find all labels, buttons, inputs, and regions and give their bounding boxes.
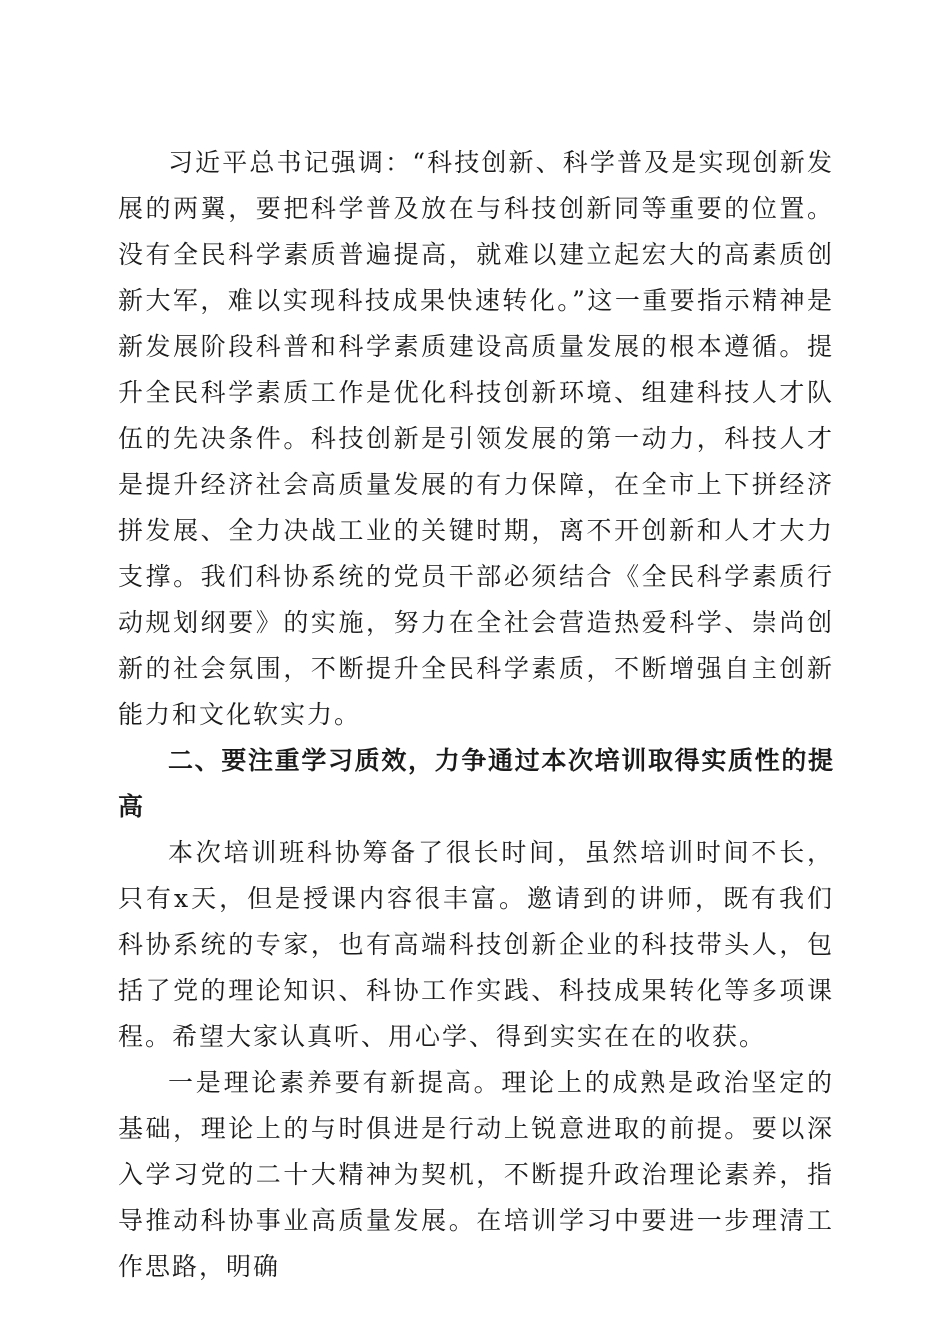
document-body bbox=[118, 140, 834, 1290]
paragraph-2: 本次培训班科协筹备了很长时间，虽然培训时间不长，只有x天，但是授课内容很丰富。邀请到的讲师，既有我们科协系统的专家，也有高端科技创新企业的科技带头人，包括了党的理论知识、科协工作实践、科技成果转化等多项课程。希望大家认真听、用心学、得到实实在在的收获。 bbox=[118, 838, 834, 1051]
paragraph-1: 习近平总书记强调：“科技创新、科学普及是实现创新发展的两翼，要把科学普及放在与科技创新同等重要的位置。没有全民科学素质普遍提高，就难以建立起宏大的高素质创新大军，难以实现科技成果快速转化。”这一重要指示精神是新发展阶段科普和科学素质建设高质量发展的根本遵循。提升全民科学素质工作是优化科技创新环境、组建科技人才队伍的先决条件。科技创新是引领发展的第一动力，科技人才是提升经济社会高质量发展的有力保障，在全市上下拼经济拼发展、全力决战工业的关键时期，离不开创新和人才大力支撑。我们科协系统的党员干部必须结合《全民科学素质行动规划纲要》的实施，努力在全社会营造热爱科学、崇尚创新的社会氛围，不断提升全民科学素质，不断增强自主创新能力和文化软实力。 bbox=[118, 148, 834, 729]
section-heading-2: 二、要注重学习质效，力争通过本次培训取得实质性的提高 bbox=[118, 746, 834, 821]
paragraph-3-body: 理论上的成熟是政治坚定的基础，理论上的与时俱进是行动上锐意进取的前提。要以深入学习党的二十大精神为契机，不断提升政治理论素养，指导推动科协事业高质量发展。在培训学习中要进一步理清工作思路，明确 bbox=[118, 1068, 834, 1281]
paragraph-3 bbox=[118, 1060, 834, 1290]
paragraph-3-lead: 一是理论素养要有新提高。 bbox=[168, 1068, 502, 1097]
